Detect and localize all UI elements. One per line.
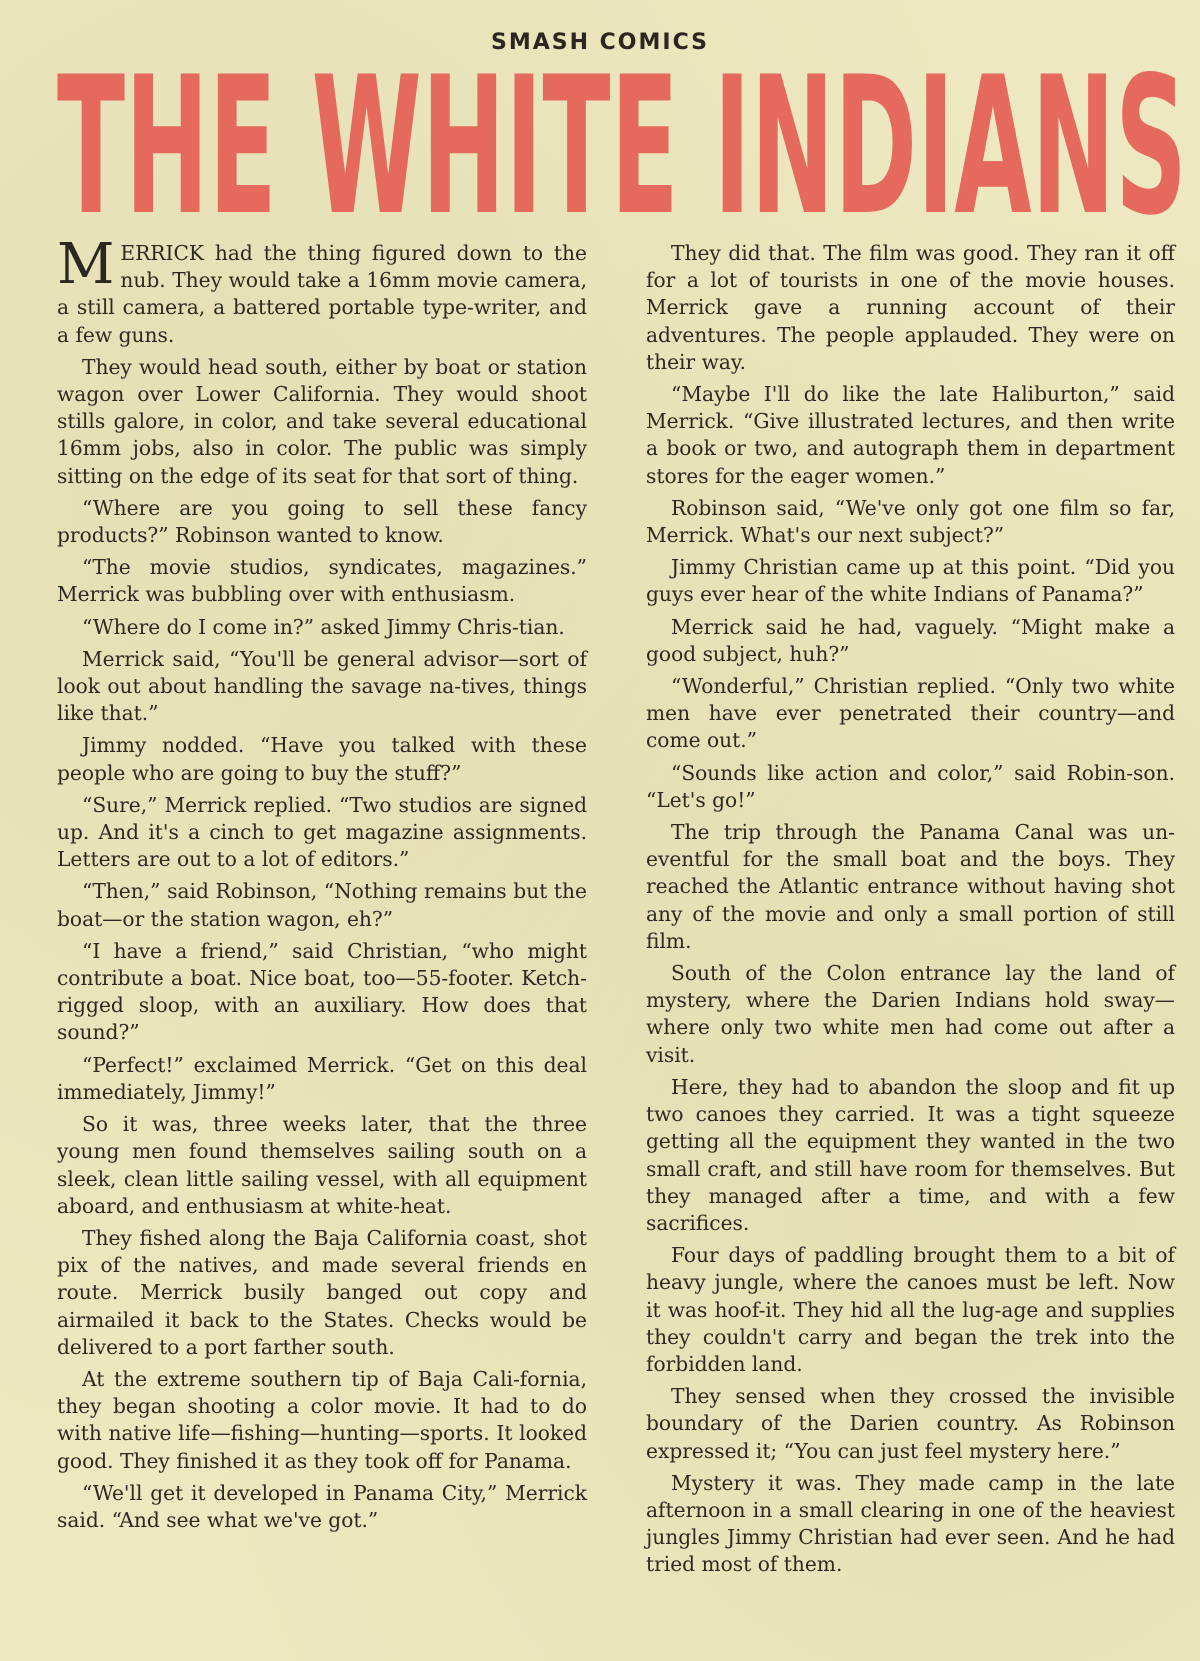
story-title-text: THE WHITE INDIANS — [57, 62, 1187, 242]
paragraph: “Perfect!” exclaimed Merrick. “Get on this deal immediately, Jimmy!” — [57, 1052, 587, 1104]
paragraph: “Where do I come in?” asked Jimmy Chris-tian. — [82, 614, 565, 639]
drop-cap: M — [57, 232, 115, 297]
paragraph: “The movie studios, syndicates, magazines.” Merrick was bubbling over with enthusiasm. — [57, 555, 587, 607]
paragraph: They would head south, either by boat or station wagon over Lower California. They would shoot stills galore, in color, and take several educational 16mm jobs, also in color. The public was simply sitting on the edge of its seat for that sort of thing. — [57, 354, 587, 488]
paragraph: “Sure,” Merrick replied. “Two studios are signed up. And it's a cinch to get magazine assignments. Letters are out to a lot of editors.” — [57, 792, 587, 872]
paragraph: The trip through the Panama Canal was un-eventful for the small boat and the boys. They reached the Atlantic entrance without having shot any of the movie and only a small portion of still film. — [646, 820, 1175, 953]
paragraph: “Wonderful,” Christian replied. “Only two white men have ever penetrated their country—and come out.” — [646, 674, 1175, 753]
paragraph: Merrick said, “You'll be general advisor—sort of look out about handling the savage na-tives, things like that.” — [57, 646, 587, 726]
right-column — [646, 240, 1175, 1584]
opening-paragraph-text: ERRICK had the thing figured down to the nub. They would take a 16mm movie camera, a still camera, a battered portable type-writer, and a few guns. — [57, 241, 587, 347]
paragraph: At the extreme southern tip of Baja Cali-fornia, they began shooting a color movie. It had to do with native life—fishing—hunting—sports. It looked good. They finished it as they took off for Panama. — [57, 1366, 587, 1473]
paragraph: “Then,” said Robinson, “Nothing remains but the boat—or the station wagon, eh?” — [57, 879, 587, 931]
paragraph: Jimmy Christian came up at this point. “Did you guys ever hear of the white Indians of Panama?” — [646, 555, 1175, 607]
paragraph: Robinson said, “We've only got one film so far, Merrick. What's our next subject?” — [646, 495, 1175, 548]
paragraph: They fished along the Baja California coast, shot pix of the natives, and made several friends en route. Merrick busily banged out copy and airmailed it back to the States. Checks would be delivered to a port farther south. — [57, 1225, 587, 1359]
paragraph: “Where are you going to sell these fancy products?” Robinson wanted to know. — [57, 495, 587, 548]
paragraph: Four days of paddling brought them to a bit of heavy jungle, where the canoes must be left. Now it was hoof-it. They hid all the lug-age and supplies they couldn't carry and began the trek into the forbidden land. — [646, 1243, 1175, 1376]
paragraph: Merrick said he had, vaguely. “Might make a good subject, huh?” — [646, 614, 1175, 666]
opening-paragraph — [57, 232, 587, 349]
magazine-header: SMASH COMICS — [490, 30, 709, 55]
paragraph: Mystery it was. They made camp in the late afternoon in a small clearing in one of the heaviest jungles Jimmy Christian had ever seen. And he had tried most of them. — [646, 1470, 1175, 1577]
paragraph: So it was, three weeks later, that the three young men found themselves sailing south on a sleek, clean little sailing vessel, with all equipment aboard, and enthusiasm at white-heat. — [57, 1112, 587, 1218]
paragraph: “We'll get it developed in Panama City,” Merrick said. “And see what we've got.” — [57, 1480, 587, 1532]
story-title — [52, 62, 1192, 242]
left-column — [57, 232, 587, 1539]
paragraph: “Maybe I'll do like the late Haliburton,” said Merrick. “Give illustrated lectures, and then write a book or two, and autograph them in department stores for the eager women.” — [646, 382, 1175, 488]
paragraph: Jimmy nodded. “Have you talked with these people who are going to buy the stuff?” — [57, 733, 587, 785]
paragraph: They did that. The film was good. They ran it off for a lot of tourists in one of the movie houses. Merrick gave a running account of their adventures. The people applauded. They were on their way. — [646, 241, 1175, 374]
paragraph: “I have a friend,” said Christian, “who might contribute a boat. Nice boat, too—55-footer. Ketch-rigged sloop, with an auxiliary. How does that sound?” — [57, 938, 587, 1045]
paragraph: They sensed when they crossed the invisible boundary of the Darien country. As Robinson expressed it; “You can just feel mystery here.” — [646, 1384, 1175, 1463]
paragraph: Here, they had to abandon the sloop and fit up two canoes they carried. It was a tight squeeze getting all the equipment they wanted in the two small craft, and still have room for themselves. But they managed after a time, and with a few sacrifices. — [646, 1074, 1175, 1235]
paragraph: “Sounds like action and color,” said Robin-son. “Let's go!” — [646, 760, 1175, 812]
paragraph: South of the Colon entrance lay the land of mystery, where the Darien Indians hold sway—where only two white men had come out after a visit. — [646, 961, 1175, 1067]
